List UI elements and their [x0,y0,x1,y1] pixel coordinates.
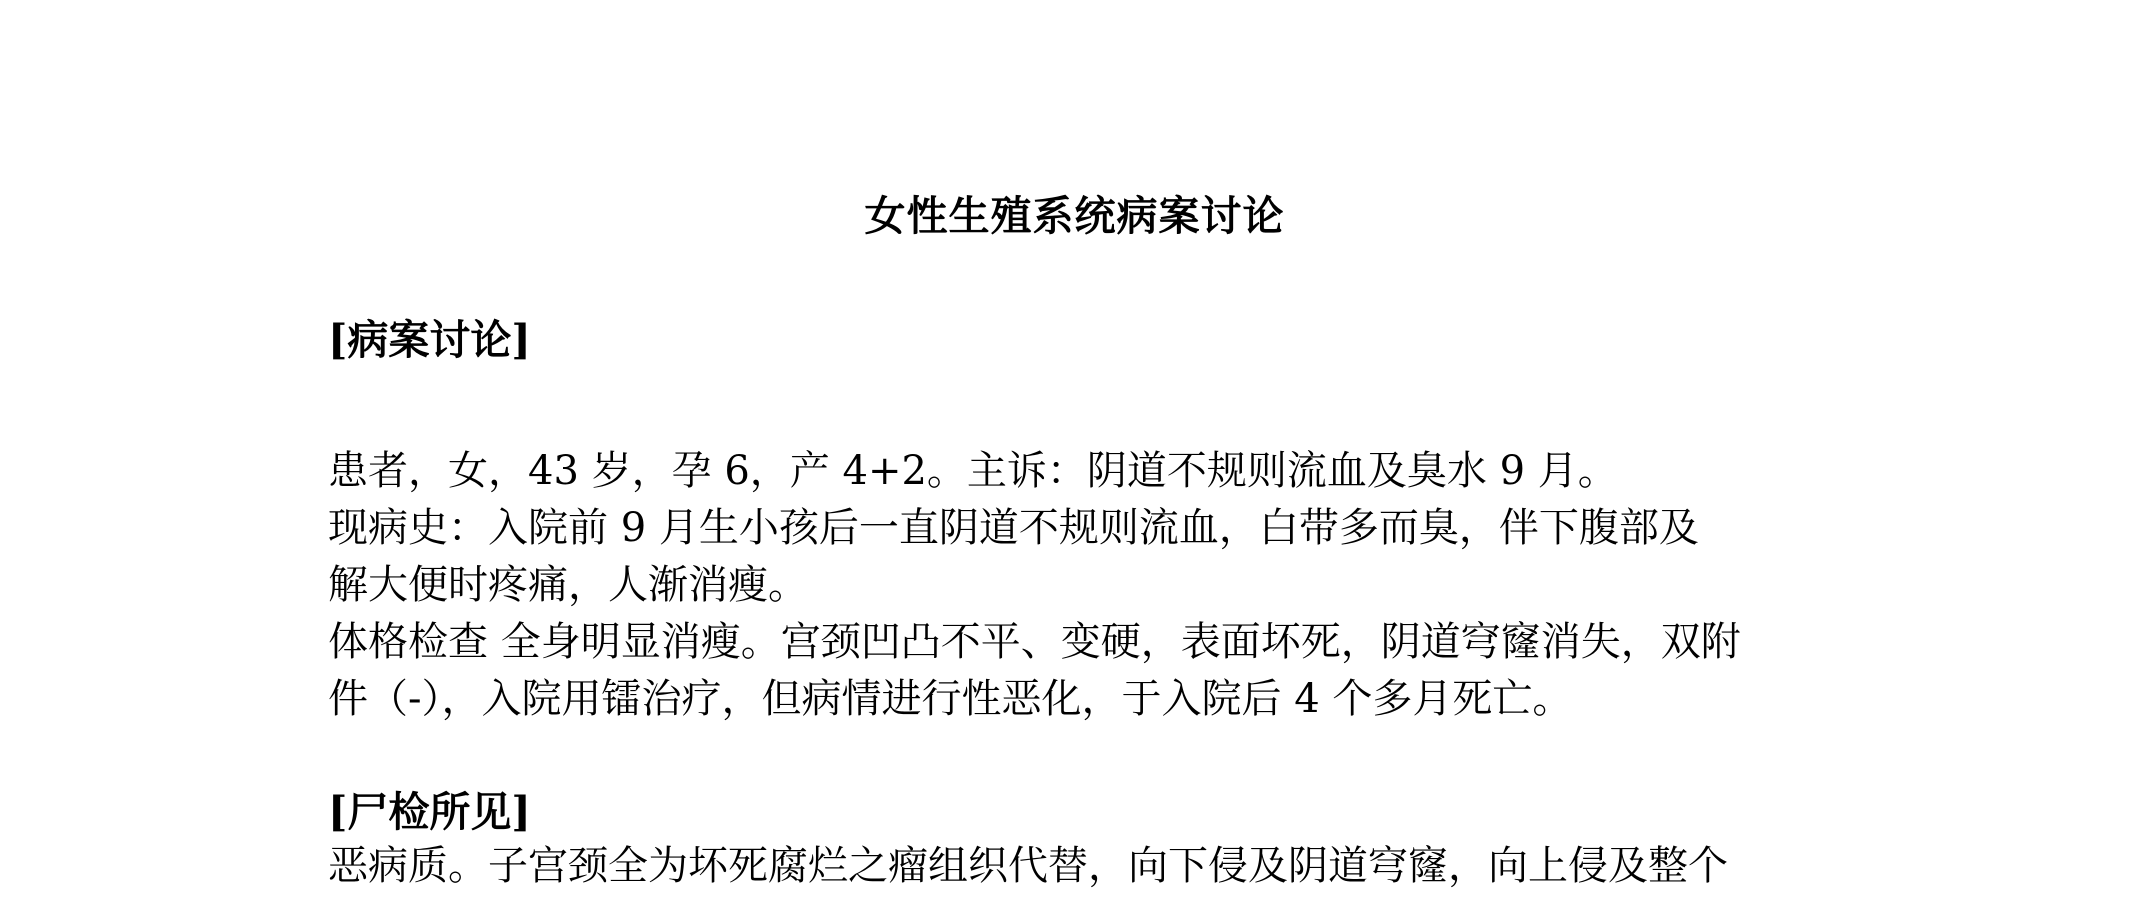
section-body-autopsy-findings [328,838,1848,895]
section-heading-autopsy-findings: [尸检所见] [328,788,531,836]
paragraph-line: 解大便时疼痛，人渐消瘦。 [328,562,808,608]
paragraph-line: 现病史：入院前 9 月生小孩后一直阴道不规则流血，白带多而臭，伴下腹部及 [328,505,1699,551]
section-heading-case-discussion: [病案讨论] [328,316,531,364]
document-title: 女性生殖系统病案讨论 [864,192,1285,240]
paragraph-line: 恶病质。子宫颈全为坏死腐烂之瘤组织代替，向下侵及阴道穹窿，向上侵及整个 [328,843,1728,889]
paragraph-line: 件（-），入院用镭治疗，但病情进行性恶化，于入院后 4 个多月死亡。 [328,676,1573,722]
paragraph-line: 患者，女，43 岁，孕 6，产 4+2。主诉：阴道不规则流血及臭水 9 月。 [328,448,1618,494]
paragraph-line: 体格检查 全身明显消瘦。宫颈凹凸不平、变硬，表面坏死，阴道穹窿消失，双附 [328,619,1741,665]
